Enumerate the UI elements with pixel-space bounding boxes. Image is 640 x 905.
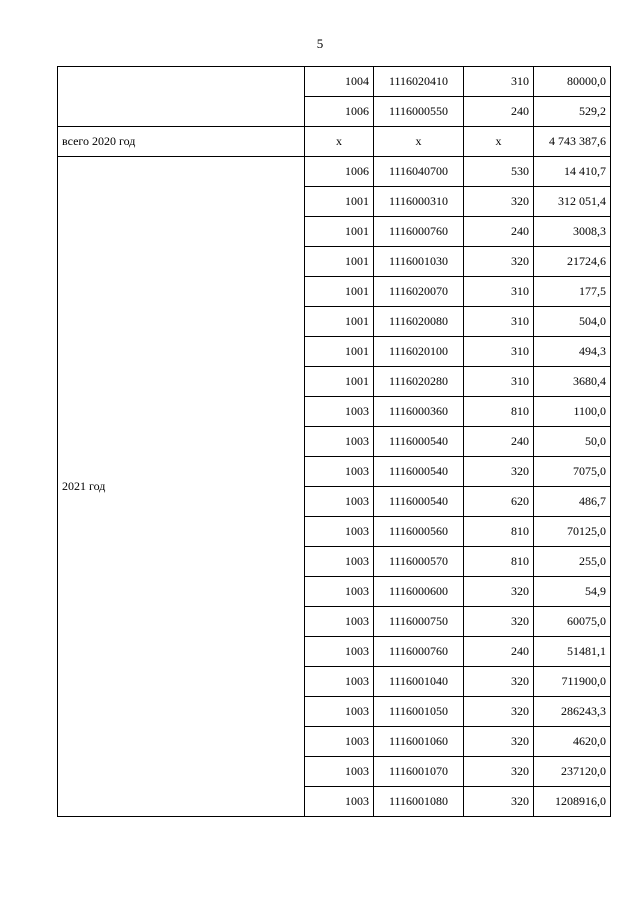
section-code-cell: 1003 <box>305 487 374 517</box>
amount-cell: 255,0 <box>534 547 611 577</box>
section-code-cell: 1003 <box>305 667 374 697</box>
section-code-cell: 1003 <box>305 607 374 637</box>
section-code-cell: 1001 <box>305 367 374 397</box>
amount-cell: 1100,0 <box>534 397 611 427</box>
amount-cell: 237120,0 <box>534 757 611 787</box>
expense-type-cell: 310 <box>464 277 534 307</box>
page-number: 5 <box>316 36 324 51</box>
section-code-cell: 1003 <box>305 427 374 457</box>
section-code-cell: 1003 <box>305 397 374 427</box>
target-code-cell: 1116001070 <box>374 757 464 787</box>
expense-type-cell: 320 <box>464 457 534 487</box>
section-code-cell: 1001 <box>305 217 374 247</box>
expense-type-cell: 310 <box>464 337 534 367</box>
amount-cell: 529,2 <box>534 97 611 127</box>
target-code-cell: 1116000310 <box>374 187 464 217</box>
target-code-cell: 1116000570 <box>374 547 464 577</box>
target-code-cell: 1116001050 <box>374 697 464 727</box>
amount-cell: 7075,0 <box>534 457 611 487</box>
section-code-cell: 1004 <box>305 67 374 97</box>
amount-cell: 70125,0 <box>534 517 611 547</box>
amount-cell: 286243,3 <box>534 697 611 727</box>
amount-cell: 3008,3 <box>534 217 611 247</box>
amount-cell: 486,7 <box>534 487 611 517</box>
amount-cell: 4620,0 <box>534 727 611 757</box>
target-code-cell: 1116001030 <box>374 247 464 277</box>
target-code-cell: 1116020070 <box>374 277 464 307</box>
total-2020-label: всего 2020 год <box>58 127 305 157</box>
target-code-cell: 1116000540 <box>374 457 464 487</box>
amount-cell: 312 051,4 <box>534 187 611 217</box>
continued-group-label <box>58 67 305 127</box>
expense-type-cell: 310 <box>464 307 534 337</box>
amount-cell: 51481,1 <box>534 637 611 667</box>
amount-cell: 504,0 <box>534 307 611 337</box>
section-code-cell: 1003 <box>305 457 374 487</box>
expense-type-cell: 240 <box>464 427 534 457</box>
expense-type-cell: 320 <box>464 577 534 607</box>
year-2021-label: 2021 год <box>58 157 305 817</box>
section-code-cell: 1003 <box>305 577 374 607</box>
expense-type-cell: 240 <box>464 637 534 667</box>
total-2020-row <box>58 127 611 157</box>
expense-type-cell: 810 <box>464 517 534 547</box>
section-code-cell: 1003 <box>305 727 374 757</box>
section-code-cell: 1001 <box>305 247 374 277</box>
amount-cell: 494,3 <box>534 337 611 367</box>
expense-type-cell: 530 <box>464 157 534 187</box>
section-code-cell: 1001 <box>305 187 374 217</box>
section-code-cell: 1006 <box>305 157 374 187</box>
section-code-cell: 1003 <box>305 757 374 787</box>
expense-type-cell: 320 <box>464 247 534 277</box>
section-code-cell: 1001 <box>305 307 374 337</box>
expense-type-cell: 310 <box>464 367 534 397</box>
total-2020-amount: 4 743 387,6 <box>534 127 611 157</box>
target-code-cell: 1116001040 <box>374 667 464 697</box>
expense-type-cell: х <box>464 127 534 157</box>
expense-type-cell: 320 <box>464 727 534 757</box>
target-code-cell: 1116000560 <box>374 517 464 547</box>
amount-cell: 3680,4 <box>534 367 611 397</box>
expense-type-cell: 320 <box>464 607 534 637</box>
amount-cell: 21724,6 <box>534 247 611 277</box>
expense-type-cell: 310 <box>464 67 534 97</box>
section-code-cell: 1003 <box>305 697 374 727</box>
section-code-cell: 1001 <box>305 277 374 307</box>
target-code-cell: 1116020280 <box>374 367 464 397</box>
target-code-cell: 1116000750 <box>374 607 464 637</box>
expense-type-cell: 320 <box>464 787 534 817</box>
section-code-cell: х <box>305 127 374 157</box>
amount-cell: 711900,0 <box>534 667 611 697</box>
amount-cell: 50,0 <box>534 427 611 457</box>
target-code-cell: 1116040700 <box>374 157 464 187</box>
section-code-cell: 1003 <box>305 547 374 577</box>
amount-cell: 54,9 <box>534 577 611 607</box>
expense-type-cell: 320 <box>464 697 534 727</box>
target-code-cell: 1116000360 <box>374 397 464 427</box>
table-row <box>58 157 611 187</box>
section-code-cell: 1003 <box>305 517 374 547</box>
expense-type-cell: 620 <box>464 487 534 517</box>
expense-type-cell: 240 <box>464 217 534 247</box>
section-code-cell: 1003 <box>305 637 374 667</box>
amount-cell: 1208916,0 <box>534 787 611 817</box>
amount-cell: 14 410,7 <box>534 157 611 187</box>
target-code-cell: 1116020410 <box>374 67 464 97</box>
expense-type-cell: 810 <box>464 397 534 427</box>
target-code-cell: 1116020080 <box>374 307 464 337</box>
target-code-cell: 1116000540 <box>374 487 464 517</box>
target-code-cell: 1116000760 <box>374 217 464 247</box>
target-code-cell: 1116000760 <box>374 637 464 667</box>
table-row <box>58 67 611 97</box>
section-code-cell: 1003 <box>305 787 374 817</box>
target-code-cell: 1116000540 <box>374 427 464 457</box>
budget-table-body <box>58 67 611 817</box>
expense-type-cell: 320 <box>464 667 534 697</box>
budget-table <box>57 66 611 817</box>
expense-type-cell: 810 <box>464 547 534 577</box>
target-code-cell: х <box>374 127 464 157</box>
section-code-cell: 1006 <box>305 97 374 127</box>
target-code-cell: 1116001080 <box>374 787 464 817</box>
target-code-cell: 1116000600 <box>374 577 464 607</box>
amount-cell: 177,5 <box>534 277 611 307</box>
target-code-cell: 1116000550 <box>374 97 464 127</box>
amount-cell: 60075,0 <box>534 607 611 637</box>
section-code-cell: 1001 <box>305 337 374 367</box>
expense-type-cell: 240 <box>464 97 534 127</box>
target-code-cell: 1116020100 <box>374 337 464 367</box>
expense-type-cell: 320 <box>464 187 534 217</box>
amount-cell: 80000,0 <box>534 67 611 97</box>
expense-type-cell: 320 <box>464 757 534 787</box>
target-code-cell: 1116001060 <box>374 727 464 757</box>
